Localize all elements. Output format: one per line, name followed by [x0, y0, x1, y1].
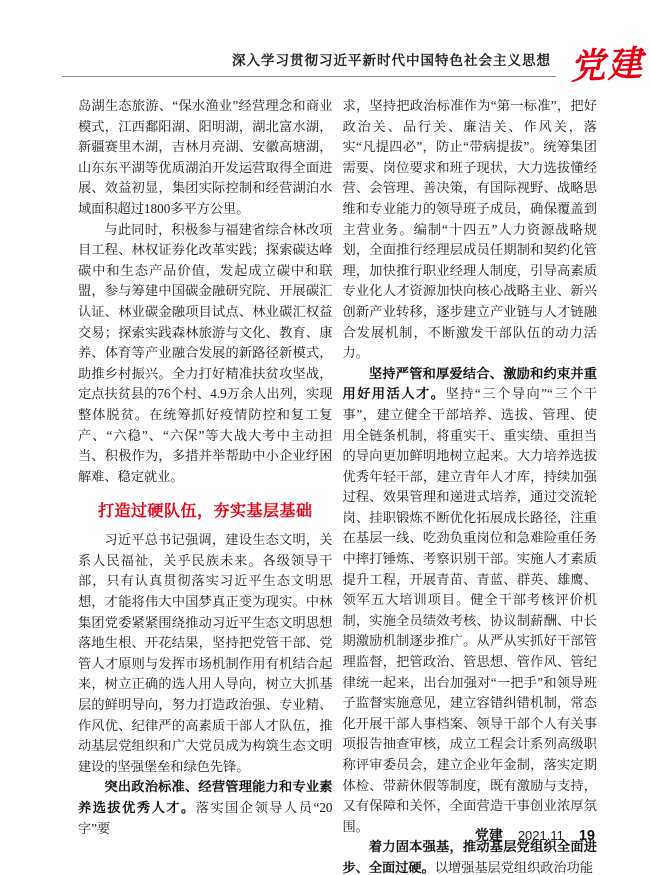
header-rule [62, 76, 556, 77]
footer-issue: 2021.11 [517, 828, 564, 843]
paragraph-text: 落实国企领导人员“20字”要 [78, 800, 333, 836]
paragraph: 习近平总书记强调，建设生态文明，关系人民福祉，关乎民族未来。各级领导干部，只有认真贯彻落实习近平生态文明思想，才能将伟大中国梦真正变为现实。中林集团党委紧紧围绕推动习近平生态文明思想落地生根、开花结果，坚持把党管干部、党管人才原则与发挥市场机制作用有机结合起来，树立正确的选人用人导向，树立大抓基层的鲜明导向，努力打造政治强、专业精、作风优、纪律严的高素质干部人才队伍，推动基层党组织和广大党员成为构筑生态文明建设的坚强堡垒和绿色先锋。 [78, 532, 333, 774]
paragraph-text: 以增强基层党组织政治功能 [434, 859, 594, 875]
article-body [78, 96, 597, 875]
header-slogan: 深入学习贯彻习近平新时代中国特色社会主义思想 [232, 53, 551, 68]
paragraph-bold-lead: 突出政治标准、经营管理能力和专业素养选拔优秀人才。 [78, 779, 333, 815]
left-column [78, 96, 333, 875]
right-column [343, 96, 598, 875]
paragraph: 岛湖生态旅游、“保水渔业”经营理念和商业模式，江西鄱阳湖、阳明湖，湖北富水湖，新疆赛里木湖，吉林月亮湖、安徽高塘湖，山东东平湖等优质湖泊开发运营取得全面进展、效益初显，集团实际控制和经营湖泊水域面积超过1800多平方公里。 [78, 98, 333, 216]
section-heading: 打造过硬队伍，夯实基层基础 [97, 503, 313, 521]
magazine-logo: 党建 [569, 44, 646, 87]
paragraph: 与此同时，积极参与福建省综合林改项目工程、林权证券化改革实践；探索碳达峰碳中和生态产品价值，发起成立碳中和联盟，参与筹建中国碳金融研究院、开展碳汇认证、林业碳金融项目试点、林业碳汇权益交易；探索实践森林旅游与文化、教育、康养、体育等产业融合发展的新路径新模式，助推乡村振兴。全力打好精准扶贫攻坚战，定点扶贫县的76个村、4.9万余人出列，实现整体脱贫。在统筹抓好疫情防控和复工复产、“六稳”、“六保”等大战大考中主动担当、积极作为，多措并举帮助中小企业纾困解难、稳定就业。 [78, 221, 333, 484]
paragraph: 求，坚持把政治标准作为“第一标准”，把好政治关、品行关、廉洁关、作风关，落实“凡提四必”，防止“带病提拔”。统筹集团需要、岗位要求和班子现状，大力选拔懂经营、会管理、善决策，有国际视野、战略思维和专业能力的领导班子成员，确保覆盖到主营业务。编制“十四五”人力资源战略规划，全面推行经理层成员任期制和契约化管理，加快推行职业经理人制度，引导高素质专业化人才资源加快向核心战略主业、新兴创新产业转移，逐步建立产业链与人才链融合发展机制，不断激发干部队伍的动力活力。 [342, 98, 597, 361]
paragraph-bold-lead: 着力固本强基，推动基层党组织全面进步、全面过硬。 [342, 839, 597, 875]
paragraph-text: 坚持“三个导向”“三个干事”，建立健全干部培养、选拔、管理、使用全链条机制，将重实干、重实绩、重担当的导向更加鲜明地树立起来。大力培养选拔优秀年轻干部，建立青年人才库，持续加强过程、效果管理和递进式培养，通过交流轮岗、挂职锻炼不断优化拓展成长路径，注重在基层一线、吃劲负重岗位和急难险重任务中摔打锤炼、考察识别干部。实施人才素质提升工程，开展青苗、青蓝、群英、雄鹰、领军五大培训项目。健全干部考核评价机制，实施全员绩效考核、协议制薪酬、中长期激励机制逐步推广。从严从实抓好干部管理监督，把管政治、管思想、管作风、管纪律统一起来，出台加强对“一把手”和领导班子监督实施意见，建立容错纠错机制，常态化开展干部人事档案、领导干部个人有关事项报告抽查审核，成立工程会计系列高级职称评审委员会，建立企业年金制，落实定期体检、带薪休假等制度，既有激励与支持，又有保障和关怀，全面营造干事创业浓厚氛围。 [342, 386, 598, 834]
paragraph [343, 364, 598, 838]
footer-magazine-name: 党建 [474, 827, 503, 843]
page-footer [475, 825, 595, 845]
paragraph-bold-lead: 坚持严管和厚爱结合、激励和约束并重用好用活人才。 [342, 365, 597, 402]
footer-page-number: 19 [578, 828, 595, 844]
paragraph [78, 777, 333, 839]
